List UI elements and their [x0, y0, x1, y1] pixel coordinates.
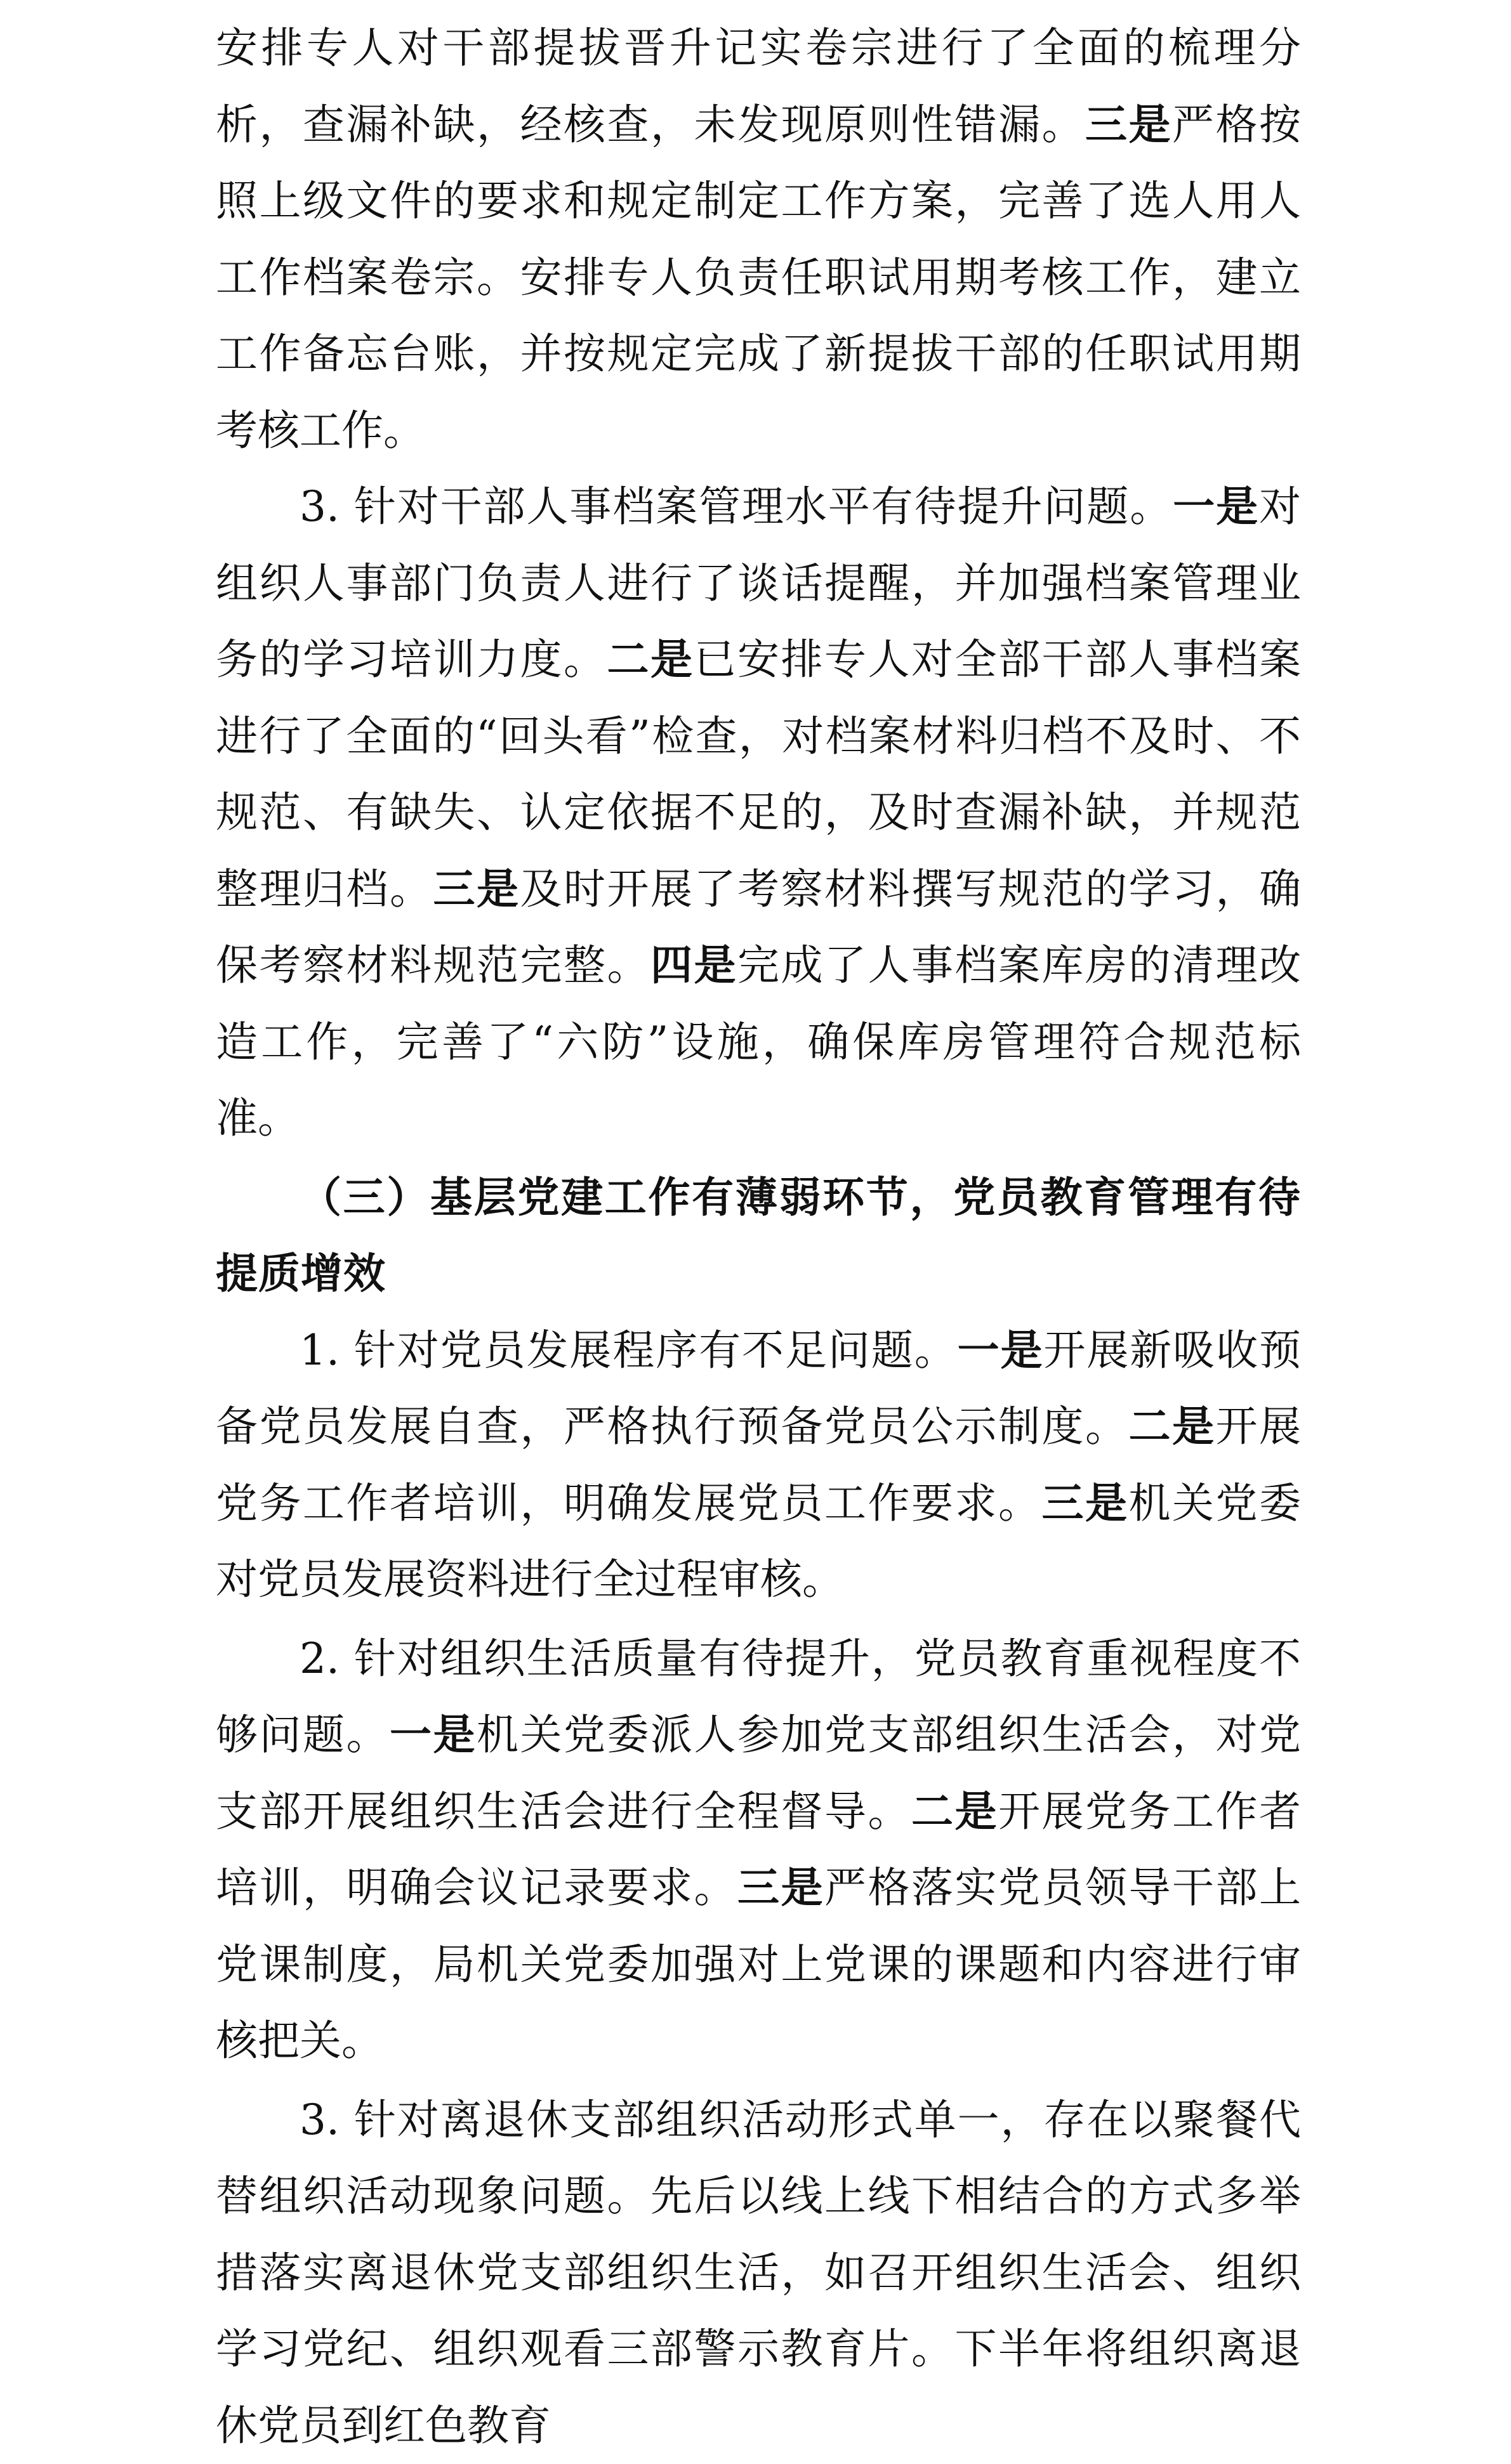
paragraph-text: 2. 针对组织生活质量有待提升，党员教育重视程度不够问题。 — [216, 1634, 1301, 1760]
paragraph-text: 开展新吸收预备党员发展自查，严格执行预备党员公示制度。 — [216, 1326, 1301, 1452]
paragraph-text: 3. 针对干部人事档案管理水平有待提升问题。 — [300, 482, 1173, 531]
bold-marker: 四是 — [650, 941, 737, 990]
bold-marker: 二是 — [1129, 1402, 1216, 1451]
paragraph-text: 3. 针对离退休支部组织活动形式单一，存在以聚餐代替组织活动现象问题。先后以线上线下相结合的方式多举措落实离退休党支部组织生活，如召开组织生活会、组织学习党纪、组织观看三部警示教育片。下半年将组织离退休党员到红色教育 — [216, 2095, 1301, 2450]
paragraph-text: 完成了人事档案库房的清理改造工作，完善了“六防”设施，确保库房管理符合规范标准。 — [216, 941, 1301, 1143]
paragraph-text: 对组织人事部门负责人进行了谈话提醒，并加强档案管理业务的学习培训力度。 — [216, 482, 1301, 684]
paragraph-party-member-development — [216, 1313, 1301, 1618]
bold-marker: 三是 — [1085, 100, 1172, 149]
paragraph-organizational-life — [216, 1621, 1301, 2080]
bold-marker: 二是 — [607, 635, 694, 684]
paragraph-selection-archive-review — [216, 10, 1301, 469]
section-heading-grassroots-party-building: （三）基层党建工作有薄弱环节，党员教育管理有待提质增效 — [216, 1160, 1301, 1313]
paragraph-retired-branch-activities — [216, 2082, 1301, 2464]
paragraph-text: 安排专人对干部提拔晋升记实卷宗进行了全面的梳理分析，查漏补缺，经核查，未发现原则性错漏。 — [216, 23, 1301, 149]
paragraph-text: 1. 针对党员发展程序有不足问题。 — [300, 1326, 958, 1375]
bold-marker: 一是 — [1173, 482, 1259, 531]
paragraph-personnel-archive — [216, 469, 1301, 1157]
paragraph-text: 及时开展了考察材料撰写规范的学习，确保考察材料规范完整。 — [216, 865, 1301, 990]
paragraph-text: 开展党务工作者培训，明确会议记录要求。 — [216, 1787, 1301, 1913]
bold-marker: 二是 — [911, 1787, 998, 1836]
paragraph-text: 已安排专人对全部干部人事档案进行了全面的“回头看”检查，对档案材料归档不及时、不规范、有缺失、认定依据不足的，及时查漏补缺，并规范整理归档。 — [216, 635, 1301, 914]
bold-marker: 一是 — [958, 1326, 1044, 1375]
bold-marker: 三是 — [433, 865, 520, 914]
paragraph-text: 严格按照上级文件的要求和规定制定工作方案，完善了选人用人工作档案卷宗。安排专人负责任职试用期考核工作，建立工作备忘台账，并按规定完成了新提拔干部的任职试用期考核工作。 — [216, 100, 1301, 455]
paragraph-text: 开展党务工作者培训，明确发展党员工作要求。 — [216, 1402, 1301, 1528]
paragraph-text: 机关党委对党员发展资料进行全过程审核。 — [216, 1479, 1301, 1604]
bold-marker: 一是 — [390, 1710, 477, 1759]
document-page — [216, 0, 1301, 2136]
bold-marker: 三是 — [1042, 1479, 1129, 1528]
paragraph-text: 严格落实党员领导干部上党课制度，局机关党委加强对上党课的课题和内容进行审核把关。 — [216, 1863, 1301, 2065]
paragraph-text: 机关党委派人参加党支部组织生活会，对党支部开展组织生活会进行全程督导。 — [216, 1710, 1301, 1836]
bold-marker: 三是 — [737, 1863, 824, 1912]
